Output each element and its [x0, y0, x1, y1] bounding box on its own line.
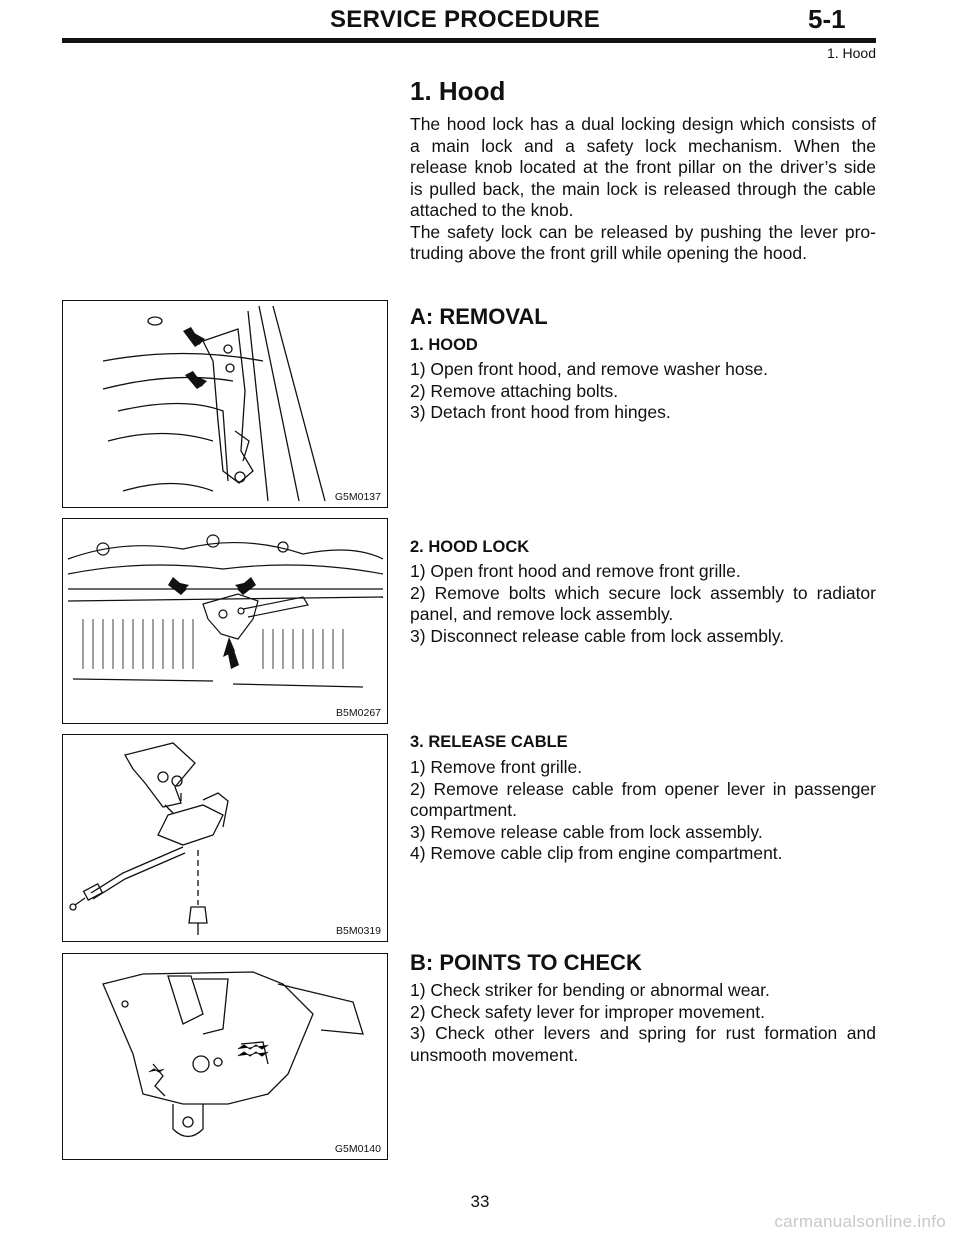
section-title: 1. Hood: [410, 76, 506, 106]
figure-lock-check: [62, 953, 388, 1160]
intro-line: The safety lock can be released by pushing the lever pro-: [410, 221, 876, 242]
intro-line: release knob located at the front pillar on the driver’s side: [410, 157, 876, 177]
figure-caption: G5M0137: [334, 491, 381, 503]
step-item: 2) Remove bolts which secure lock assembly to radiator: [410, 582, 876, 603]
step-item: 1) Remove front grille.: [410, 757, 583, 777]
intro-line: The hood lock has a dual locking design which consists of: [410, 114, 876, 134]
step-item: compartment.: [410, 800, 517, 820]
intro-line: is pulled back, the main lock is released through the cable: [410, 178, 876, 199]
step-item: 1) Open front hood and remove front grille.: [410, 561, 741, 581]
release-cable-subheading: 3. RELEASE CABLE: [410, 733, 568, 751]
figure-caption: B5M0319: [336, 925, 381, 937]
release-cable-illustration: [63, 735, 387, 941]
hood-lock-illustration: [63, 519, 387, 723]
intro-line: truding above the front grill while opening the hood.: [410, 243, 807, 263]
removal-heading: A: REMOVAL: [410, 304, 548, 329]
hood-steps: [410, 359, 876, 424]
step-item: 3) Disconnect release cable from lock assembly.: [410, 625, 785, 646]
intro-line: attached to the knob.: [410, 200, 574, 220]
step-item: 2) Remove release cable from opener lever in passenger: [410, 778, 876, 799]
step-item: 2) Remove attaching bolts.: [410, 380, 619, 401]
figure-release-cable: [62, 734, 388, 942]
step-item: 3) Detach front hood from hinges.: [410, 402, 671, 422]
intro-paragraph: [410, 114, 876, 265]
hood-lock-subheading: 2. HOOD LOCK: [410, 538, 530, 556]
step-item: panel, and remove lock assembly.: [410, 604, 674, 624]
step-item: 3) Remove release cable from lock assembly.: [410, 821, 763, 842]
header-rule: [62, 38, 876, 43]
watermark: carmanualsonline.info: [774, 1212, 946, 1231]
step-item: 2) Check safety lever for improper movement.: [410, 1001, 765, 1022]
step-item: 4) Remove cable clip from engine compartment.: [410, 843, 783, 863]
intro-line: a main lock and a safety lock mechanism. When the: [410, 135, 876, 156]
header-subsection: 1. Hood: [826, 45, 876, 61]
check-heading: B: POINTS TO CHECK: [410, 950, 642, 975]
figure-hood-lock: [62, 518, 388, 724]
hood-lock-steps: [410, 561, 876, 647]
figure-caption: G5M0140: [334, 1143, 381, 1155]
release-cable-steps: [410, 757, 876, 865]
step-item: 1) Check striker for bending or abnormal wear.: [410, 980, 770, 1000]
figure-hood-hinge: [62, 300, 388, 508]
figure-caption: B5M0267: [336, 707, 381, 719]
page-number: 33: [470, 1192, 490, 1211]
lock-assembly-illustration: [63, 954, 387, 1159]
step-item: unsmooth movement.: [410, 1044, 579, 1065]
step-item: 1) Open front hood, and remove washer hose.: [410, 359, 768, 379]
header-title: SERVICE PROCEDURE: [330, 6, 601, 33]
hood-subheading: 1. HOOD: [410, 336, 478, 354]
section-code: 5-1: [808, 4, 846, 34]
check-steps: [410, 980, 876, 1066]
step-item: 3) Check other levers and spring for rust formation and: [410, 1023, 876, 1043]
hood-hinge-illustration: [63, 301, 387, 507]
